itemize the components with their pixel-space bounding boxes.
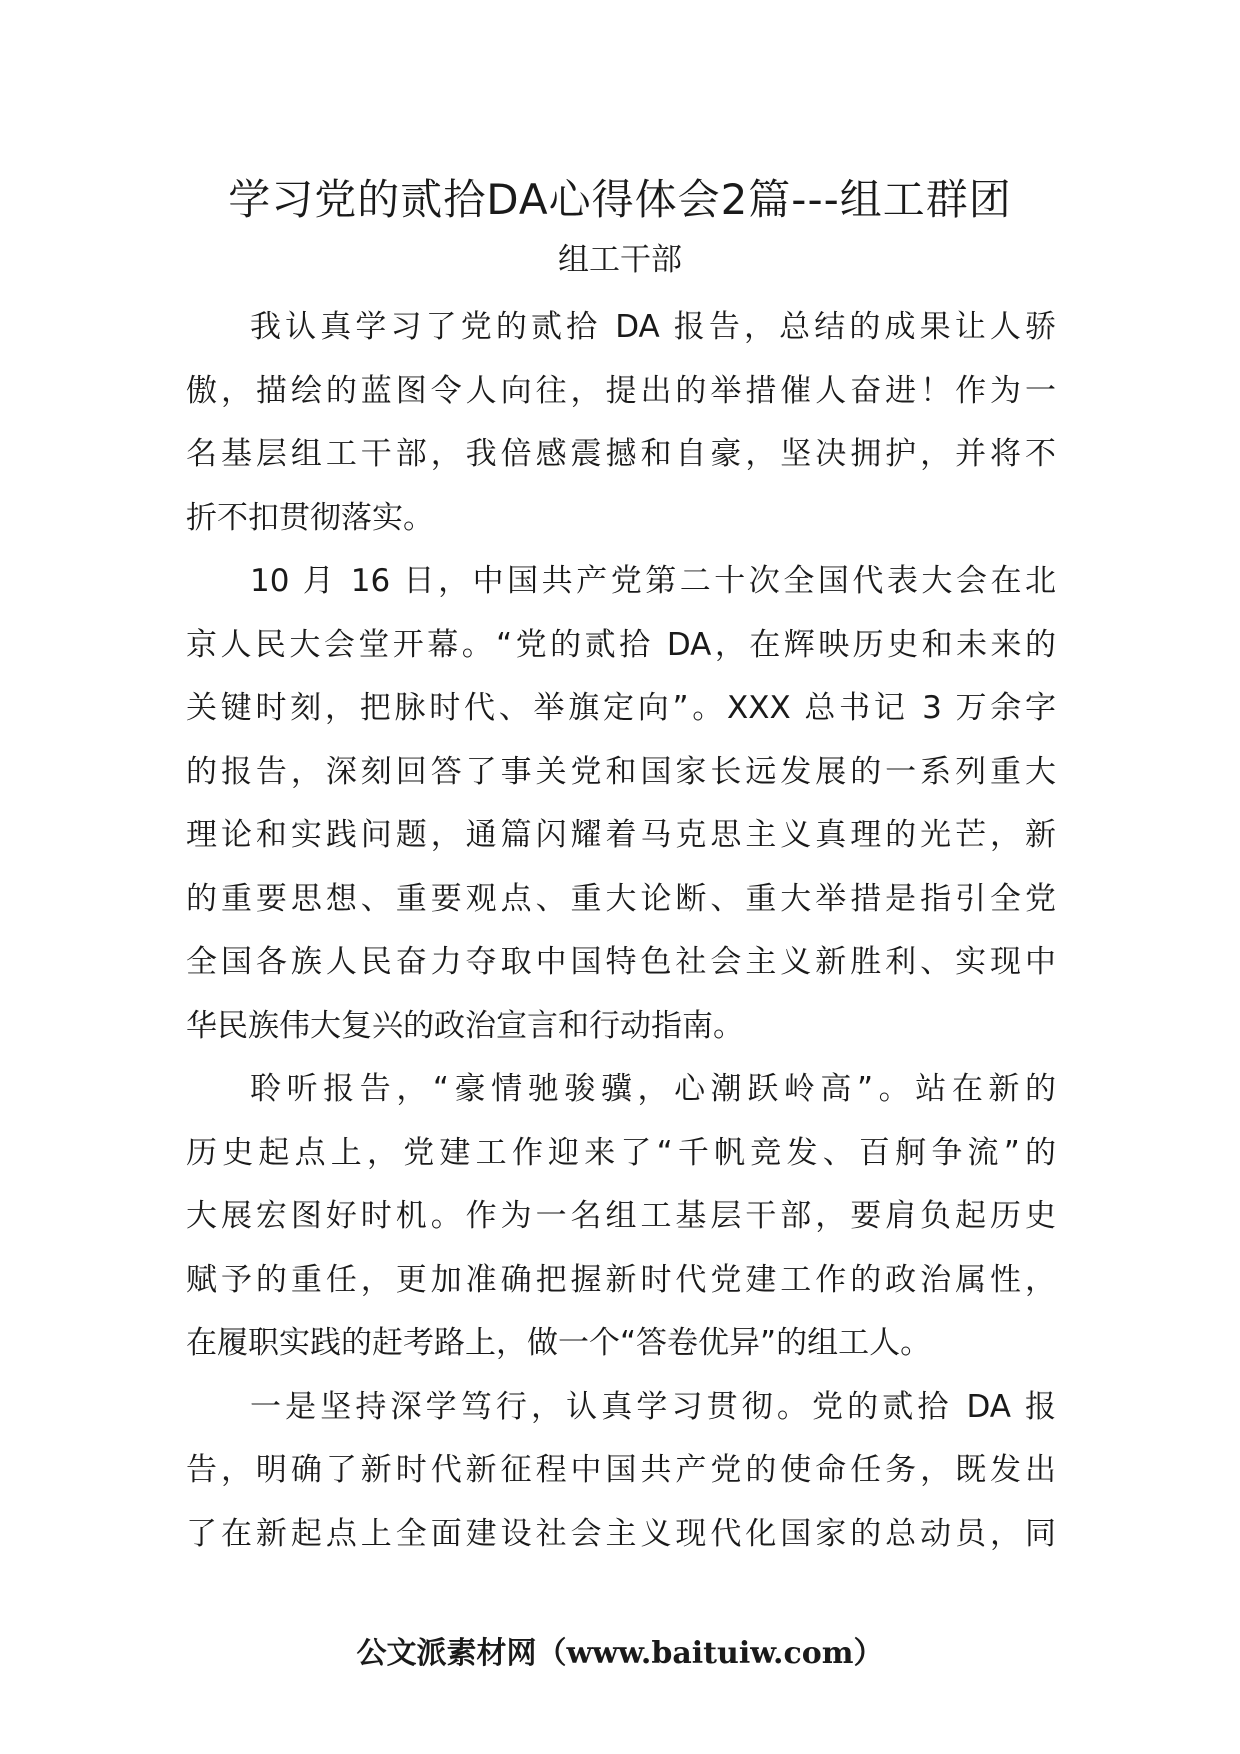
document-author: 组工干部	[558, 242, 682, 278]
paragraph-line: 我认真学习了党的贰拾 DA 报告，总结的成果让人骄	[250, 309, 1056, 345]
paragraph-line: 折不扣贯彻落实。	[186, 499, 434, 536]
paragraph-line: 一是坚持深学笃行，认真学习贯彻。党的贰拾 DA 报	[250, 1388, 1056, 1425]
paragraph-line: 华民族伟大复兴的政治宣言和行动指南。	[186, 1007, 744, 1044]
paragraph-line: 傲，描绘的蓝图令人向往，提出的举措催人奋进！作为一	[186, 372, 1056, 409]
paragraph-line: 聆听报告，“豪情驰骏骥，心潮跃岭高”。站在新的	[250, 1071, 1056, 1107]
paragraph-line: 赋予的重任，更加准确把握新时代党建工作的政治属性，	[186, 1261, 1056, 1298]
paragraph-line: 京人民大会堂开幕。“党的贰拾 DA，在辉映历史和未来的	[186, 626, 1056, 663]
paragraph-line: 全国各族人民奋力夺取中国特色社会主义新胜利、实现中	[186, 944, 1056, 980]
paragraph-line: 告，明确了新时代新征程中国共产党的使命任务，既发出	[186, 1452, 1056, 1488]
paragraph-line: 关键时刻，把脉时代、举旗定向”。XXX 总书记 3 万余字	[186, 690, 1056, 726]
footer-watermark: 公文派素材网（www.baituiw.com）	[356, 1636, 884, 1671]
paragraph-line: 大展宏图好时机。作为一名组工基层干部，要肩负起历史	[186, 1198, 1056, 1234]
paragraph-line: 名基层组工干部，我倍感震撼和自豪，坚决拥护，并将不	[186, 436, 1056, 472]
paragraph-line: 的重要思想、重要观点、重大论断、重大举措是指引全党	[186, 880, 1056, 917]
paragraph-line: 的报告，深刻回答了事关党和国家长远发展的一系列重大	[186, 753, 1056, 790]
document-title: 学习党的贰拾DA心得体会2篇---组工群团	[228, 175, 1012, 224]
paragraph-line: 历史起点上，党建工作迎来了“千帆竞发、百舸争流”的	[186, 1134, 1056, 1171]
paragraph-line: 在履职实践的赶考路上，做一个“答卷优异”的组工人。	[186, 1325, 932, 1361]
paragraph-line: 了在新起点上全面建设社会主义现代化国家的总动员，同	[186, 1515, 1056, 1552]
paragraph-line: 理论和实践问题，通篇闪耀着马克思主义真理的光芒，新	[186, 817, 1056, 853]
document-body	[186, 296, 1056, 1566]
paragraph-line: 10 月 16 日，中国共产党第二十次全国代表大会在北	[250, 563, 1056, 599]
